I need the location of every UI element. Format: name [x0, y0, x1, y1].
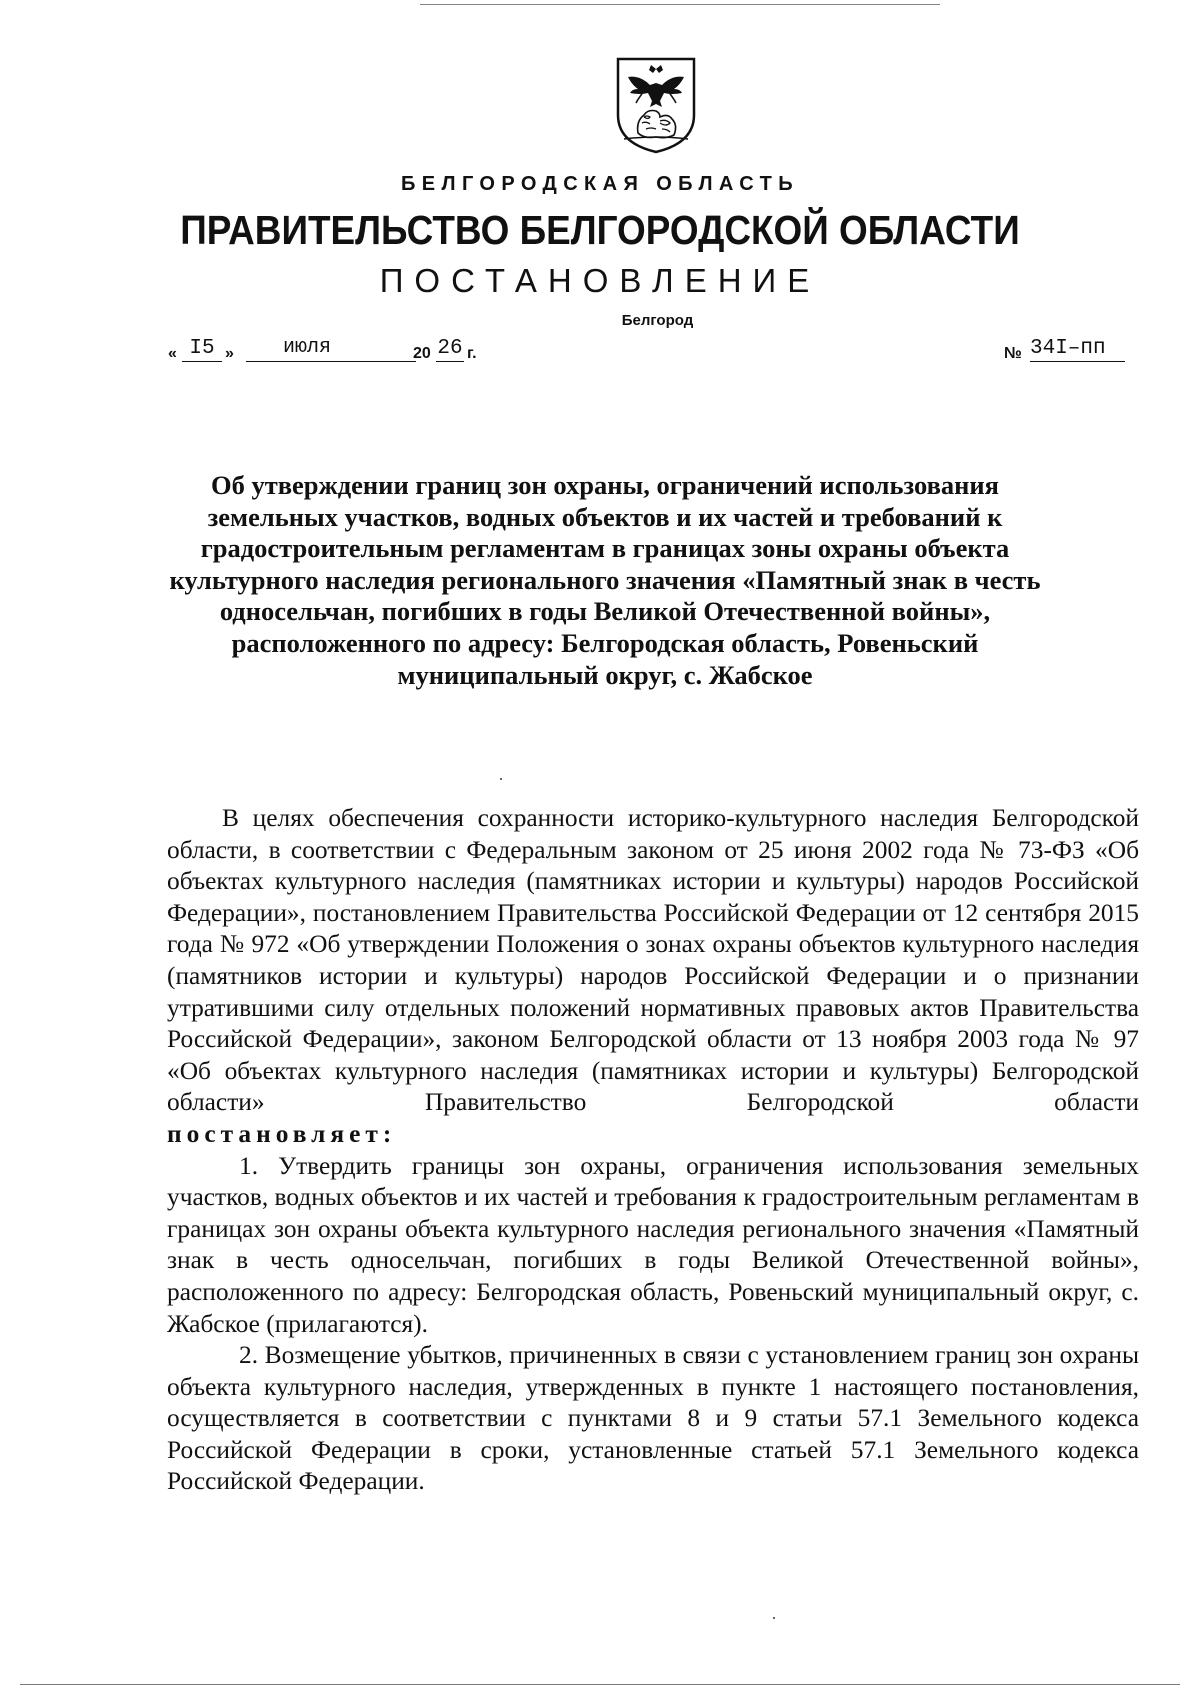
date-close-quote: » [225, 345, 234, 362]
date-day: I5 [182, 337, 222, 362]
city-name: Белгород [621, 312, 694, 329]
date-open-quote: « [168, 345, 177, 362]
date-year-suffix: г. [467, 345, 477, 362]
document-type: ПОСТАНОВЛЕНИЕ [379, 262, 821, 299]
date-year-prefix: 20 [413, 345, 431, 362]
government-name: ПРАВИТЕЛЬСТВО БЕЛГОРОДСКОЙ ОБЛАСТИ [180, 207, 1020, 253]
scan-artifact-line [20, 1684, 1180, 1685]
document-body [167, 803, 1139, 1498]
document-title: Об утверждении границ зон охраны, ограничений использования земельных участков, водных объектов и их частей и требований к градостроительным регламентам в границах зоны охраны объекта культурного наследия регионального значения «Памятный знак в честь односельчан, погибших в годы Великой Отечественной войны», расположенного по адресу: Белгородская область, Ровеньский муниципальный округ, с. Жабское [169, 470, 1041, 690]
preamble-paragraph: В целях обеспечения сохранности историко-культурного наследия Белгородской области, в соответствии с Федеральным законом от 25 июня 2002 года № 73-ФЗ «Об объектах культурного наследия (памятниках истории и культуры) народов Российской Федерации», постановлением Правительства Российской Федерации от 12 сентября 2015 года № 972 «Об утверждении Положения о зонах охраны объектов культурного наследия (памятников истории и культуры) народов Российской Федерации и о признании утратившими силу отдельных положений нормативных правовых актов Правительства Российской Федерации», законом Белгородской области от 13 ноября 2003 года № 97 «Об объектах культурного наследия (памятниках истории и культуры) Белгородской области» Правительство Белгородской области [167, 804, 1139, 1117]
coat-of-arms-icon [614, 55, 698, 155]
scan-artifact-line [420, 4, 940, 5]
date-year: 26 [437, 337, 463, 360]
item-1-paragraph: 1. Утвердить границы зон охраны, ограничения использования земельных участков, водных объектов и их частей и требования к градостроительным регламентам в границах зон охраны объекта культурного наследия регионального значения «Памятный знак в честь односельчан, погибших в годы Великой Отечественной войны», расположенного по адресу: Белгородская область, Ровеньский муниципальный округ, с. Жабское (прилагаются). [167, 1151, 1139, 1338]
document-number: 34I–пп [1030, 337, 1125, 362]
scan-speck [773, 1617, 775, 1619]
item-2-paragraph: 2. Возмещение убытков, причиненных в связи с установлением границ зон охраны объекта культурного наследия, утвержденных в пункте 1 настоящего постановления, осуществляется в соответствии с пунктами 8 и 9 статьи 57.1 Земельного кодекса Российской Федерации в сроки, установленные статьей 57.1 Земельного кодекса Российской Федерации. [167, 1341, 1139, 1496]
dateline [168, 337, 1123, 367]
region-name: БЕЛГОРОДСКАЯ ОБЛАСТЬ [401, 173, 799, 195]
number-label: № [1004, 345, 1022, 362]
decree-word: постановляет: [167, 1119, 397, 1148]
month-underline [246, 361, 416, 362]
date-month: июля [283, 336, 332, 359]
scan-speck [500, 778, 502, 780]
